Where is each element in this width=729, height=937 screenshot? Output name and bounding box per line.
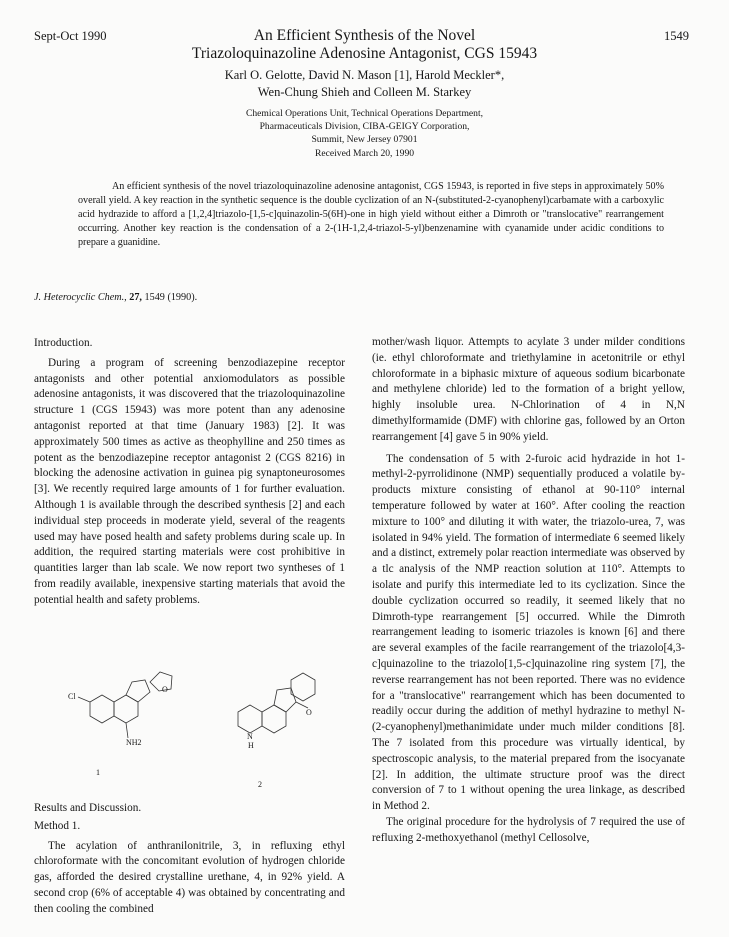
chlorine-label: Cl: [68, 692, 76, 701]
structure-drawings: [60, 650, 320, 820]
results-heading: Results and Discussion.: [34, 802, 142, 814]
affiliation-line: Chemical Operations Unit, Technical Operations Department,: [245, 108, 484, 119]
received-date: Received March 20, 1990: [314, 147, 415, 159]
structure-2-drawing: [238, 673, 315, 733]
page-number: 1549: [664, 29, 689, 43]
author-line-1: Karl O. Gelotte, David N. Mason [1], Harold Meckler*,: [224, 68, 505, 82]
journal-volume: 27,: [129, 292, 142, 303]
left-column-lower: [34, 801, 345, 918]
compound-number-2: 2: [258, 780, 262, 789]
furan-oxygen-label: O: [162, 685, 168, 694]
method-1-paragraph: The acylation of anthranilonitrile, 3, in refluxing ethyl chloroformate with the concomitant evolution of hydrogen chloride gas, afforded the desired crystalline urethane, 4, in 92% yield. A second crop (6% of acceptable 4) was obtained by concentrating and then cooling the combined: [34, 839, 345, 915]
structure-1-drawing: [78, 672, 172, 738]
affiliation-line: Summit, New Jersey 07901: [311, 134, 418, 146]
running-header-left: Sept-Oct 1990: [34, 29, 107, 43]
compound-number-1: 1: [96, 768, 100, 777]
ketone-oxygen-label: O: [306, 708, 312, 717]
left-column: [34, 336, 345, 609]
introduction-paragraph: During a program of screening benzodiazepine receptor antagonists and other potential anxiomodulators as possible adenosine antagonists, it was discovered that the triazoloquinazoline structure 1 (CGS 15943) was more potent than any adenosine antagonist reported at that time (January 1983) [2]. It was approximately 500 times as active as theophylline and 250 times as potent as the benzodiazepine receptor antagonist 2 (CGS 8216) in blocking the adenosine activation in guinea pig synaptoneurosomes [3]. We recently required large amounts of 1 for further evaluation. Although 1 is available through the described synthesis [2] and each individual step proceeds in moderate yield, several of the reagents used may have posed health and safety problems during scale up. In addition, the required starting materials were cost prohibitive in quantities larger than lab scale. We now report two syntheses of 1 from readily available, inexpensive starting materials that avoid the potential health and safety problems.: [34, 356, 345, 606]
author-line-2: Wen-Chung Shieh and Colleen M. Starkey: [257, 85, 472, 99]
affiliation-block: [0, 107, 729, 160]
right-paragraph-2: The condensation of 5 with 2-furoic acid hydrazide in hot 1-methyl-2-pyrrolidinone (NMP) sequentially produced a volatile by-products mixture consisting of ethanol at 90-110° internal temperature followed by water at 160°. After cooling the reaction mixture to 100° and diluting it with water, the triazolo-urea, 7, was isolated in 94% yield. The formation of intermediate 6 seemed likely and a distinct, extremely polar reaction intermediate was observed by a tlc analysis of the NMP reaction solution at 110°. Attempts to isolate and purify this intermediate led to its cyclization. Since the double cyclization occurred so readily, it seemed likely that no Dimroth-type rearrangement [5] occurred. While the Dimroth rearrangement leading to isomeric triazoles is known [6] and there are several examples of the facile rearrangement of the triazolo[4,3-c]quinazoline to the triazolo[1,5-c]quinazoline ring system [7], the reverse rearrangement has not been reported. There was no evidence for a "translocative" rearrangement which has been documented to readily occur during the addition of methyl hydrazine to methyl N-(2-cyanophenyl)methanimidate under much milder conditions [8]. The 7 isolated from this procedure was virtually identical, by spectroscopic analysis, to the material prepared from the isocyanate [2]. In addition, the ultimate structure proof was the direct conversion of 7 to 1 without opening the urea linkage, as described in Method 2.: [372, 452, 685, 813]
method-1-heading: Method 1.: [34, 819, 81, 832]
author-list: [0, 67, 729, 101]
affiliation-line: Pharmaceuticals Division, CIBA-GEIGY Corporation,: [259, 121, 470, 133]
abstract: An efficient synthesis of the novel triazoloquinazoline adenosine antagonist, CGS 15943, is reported in five steps in approximately 50% overall yield. A key reaction in the synthetic sequence is the double cyclization of an N-(substituted-2-cyanophenyl)carbamate with a carboxylic acid hydrazide to afford a [1,2,4]triazolo-[1,5-c]quinazolin-5(6H)-one in high yield without either a Dimroth or "translocative" rearrangement occurring. Another key reaction is the condensation of a 2-(1H-1,2,4-triazol-5-yl)benzenamine with cyanamide under acidic conditions to prepare a guanidine.: [78, 181, 664, 248]
right-paragraph-3: The original procedure for the hydrolysis of 7 required the use of refluxing 2-methoxyethanol (methyl Cellosolve,: [372, 815, 685, 844]
amino-label: NH2: [126, 738, 142, 747]
right-column: [372, 335, 685, 847]
journal-citation: [34, 292, 197, 303]
article-title-line-1: An Efficient Synthesis of the Novel: [253, 27, 476, 44]
chemical-structures-figure: [60, 650, 320, 820]
journal-name: J. Heterocyclic Chem.,: [34, 292, 127, 303]
journal-pages-year: 1549 (1990).: [144, 292, 198, 303]
right-paragraph-1: mother/wash liquor. Attempts to acylate 3 under milder conditions (ie. ethyl chloroformate and triethylamine in acetonitrile or ethyl chloroformate in a biphasic mixture of aqueous sodium bicarbonate and methylene chloride) led to the formation of a bright yellow, highly insoluble urea. N-Chlorination of 4 in N,N dimethylformamide (DMF) with chlorine gas, followed by an Orton rearrangement [4] gave 5 in 90% yield.: [372, 336, 685, 443]
nitrogen-label: N: [247, 732, 253, 741]
hydrogen-label: H: [248, 741, 254, 750]
introduction-heading: Introduction.: [34, 337, 93, 349]
article-title-line-2: Triazoloquinazoline Adenosine Antagonist, CGS 15943: [191, 45, 538, 62]
